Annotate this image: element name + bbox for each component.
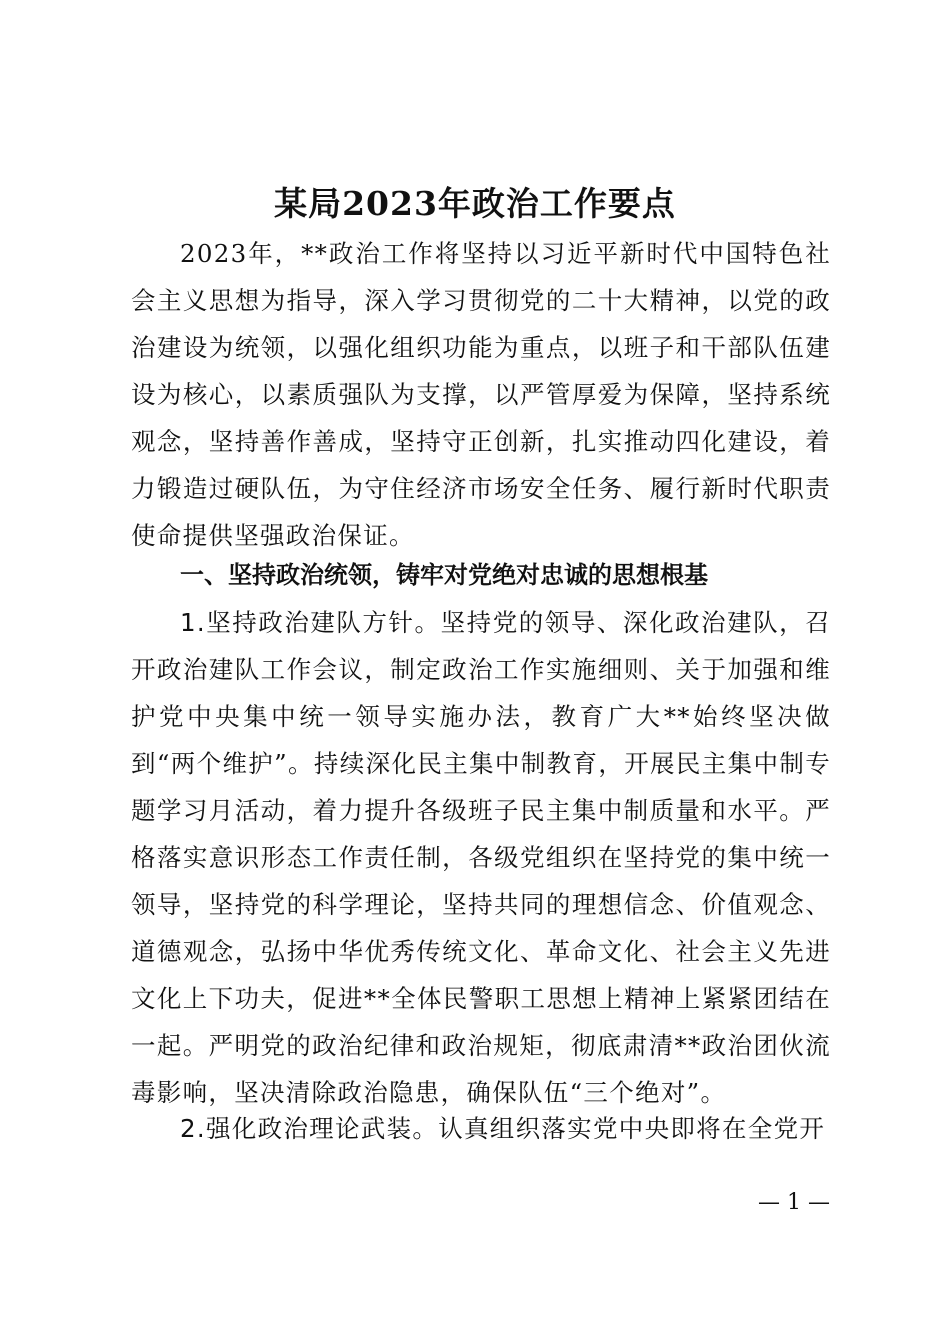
item-1-body: 坚持党的领导、深化政治建队，召开政治建队工作会议，制定政治工作实施细则、关于加强和维护党中央集中统一领导实施办法，教育广大**始终坚决做到“两个维护”。持续深化民主集中制教育，开展民主集中制专题学习月活动，着力提升各级班子民主集中制质量和水平。严格落实意识形态工作责任制，各级党组织在坚持党的集中统一领导，坚持党的科学理论，坚持共同的理想信念、价值观念、道德观念，弘扬中华优秀传统文化、革命文化、社会主义先进文化上下功夫，促进**全体民警职工思想上精神上紧紧团结在一起。严明党的政治纪律和政治规矩，彻底肃清**政治团伙流毒影响，坚决清除政治隐患，确保队伍“三个绝对”。	[131, 608, 831, 1107]
item-1-paragraph	[131, 599, 831, 1116]
document-title: 某局2023年政治工作要点	[274, 184, 676, 223]
item-2-paragraph	[131, 1105, 831, 1152]
page-number: — 1 —	[758, 1190, 830, 1215]
item-2-lead: 2.强化政治理论武装。	[180, 1114, 439, 1143]
item-1-lead: 1.坚持政治建队方针。	[180, 608, 441, 637]
item-2-body: 认真组织落实党中央即将在全党开	[438, 1114, 826, 1143]
section-heading-1: 一、坚持政治统领，铸牢对党绝对忠诚的思想根基	[180, 561, 708, 589]
intro-paragraph: 2023年，**政治工作将坚持以习近平新时代中国特色社会主义思想为指导，深入学习贯彻党的二十大精神，以党的政治建设为统领，以强化组织功能为重点，以班子和干部队伍建设为核心，以素质强队为支撑，以严管厚爱为保障，坚持系统观念，坚持善作善成，坚持守正创新，扎实推动四化建设，着力锻造过硬队伍，为守住经济市场安全任务、履行新时代职责使命提供坚强政治保证。	[131, 239, 831, 550]
